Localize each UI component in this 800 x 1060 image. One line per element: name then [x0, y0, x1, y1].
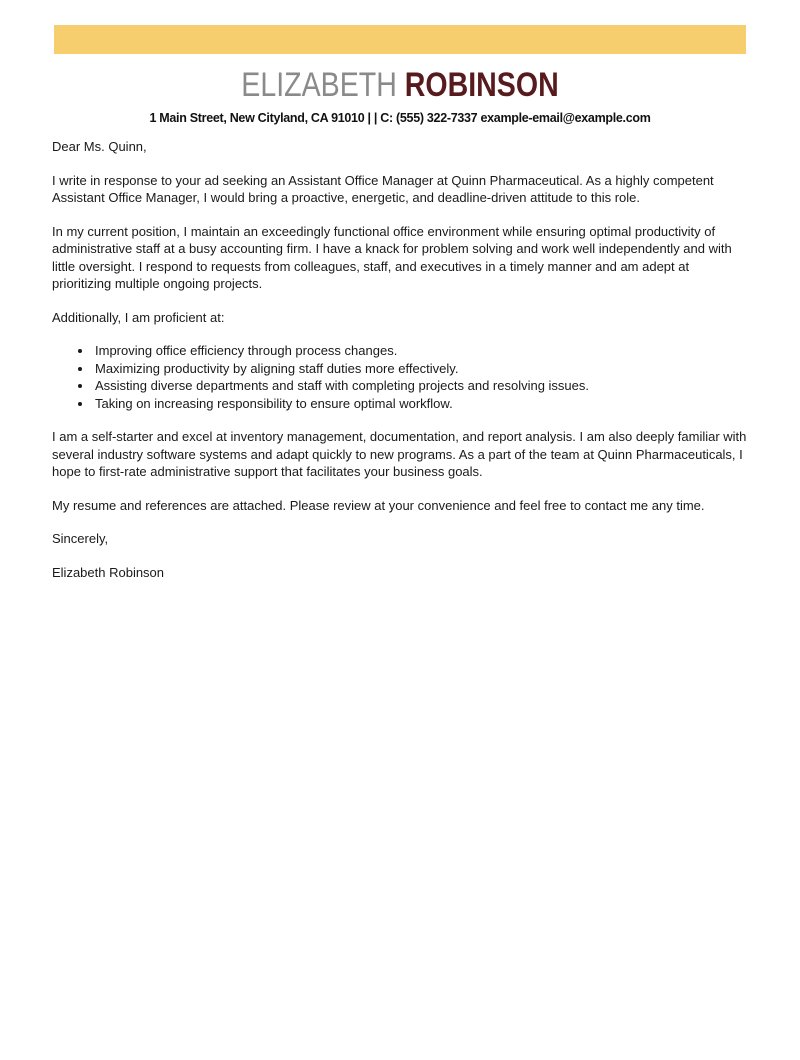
salutation: Dear Ms. Quinn,: [52, 139, 147, 155]
accent-bar: [54, 25, 746, 54]
contact-info: 1 Main Street, New Cityland, CA 91010 | | C: (555) 322-7337 example-email@example.com: [149, 111, 651, 126]
list-item: • Maximizing productivity by aligning staff duties more effectively.: [93, 360, 748, 378]
complimentary-close: Sincerely,: [52, 531, 109, 547]
candidate-first-name: ELIZABETH: [241, 66, 397, 104]
letter-paragraph-3: I am a self-starter and excel at inventory management, documentation, and report analysis. I am also deeply familiar with several industry software systems and adapt quickly to new programs. As a part of the team at Quinn Pharmaceuticals, I hope to first-rate administrative support that facilitates your business goals.: [52, 429, 747, 480]
signature-name: Elizabeth Robinson: [52, 564, 165, 580]
list-item: • Taking on increasing responsibility to ensure optimal workflow.: [93, 395, 748, 413]
letter-paragraph-1: I write in response to your ad seeking an Assistant Office Manager at Quinn Pharmaceutical. As a highly competent Assistant Office Manager, I would bring a proactive, energetic, and deadline-driven attitude to this role.: [52, 172, 714, 206]
list-item: • Assisting diverse departments and staff with completing projects and resolving issues.: [93, 377, 748, 395]
letter-paragraph-2: In my current position, I maintain an exceedingly functional office environment while ensuring optimal productivity of administrative staff at a busy accounting firm. I have a knack for problem solving and work well independently and with little oversight. I respond to requests from colleagues, staff, and executives in a timely manner and am adept at prioritizing multiple ongoing projects.: [52, 223, 732, 292]
letter-body: [52, 138, 748, 581]
name-space: [397, 66, 405, 104]
list-intro: Additionally, I am proficient at:: [52, 309, 225, 325]
proficiency-list: [52, 342, 748, 412]
cover-letter-page: [0, 25, 800, 581]
candidate-name: [64, 67, 736, 104]
letter-paragraph-4: My resume and references are attached. Please review at your convenience and feel free to contact me any time.: [52, 497, 705, 513]
candidate-last-name: ROBINSON: [404, 66, 559, 104]
list-item: • Improving office efficiency through process changes.: [93, 342, 748, 360]
